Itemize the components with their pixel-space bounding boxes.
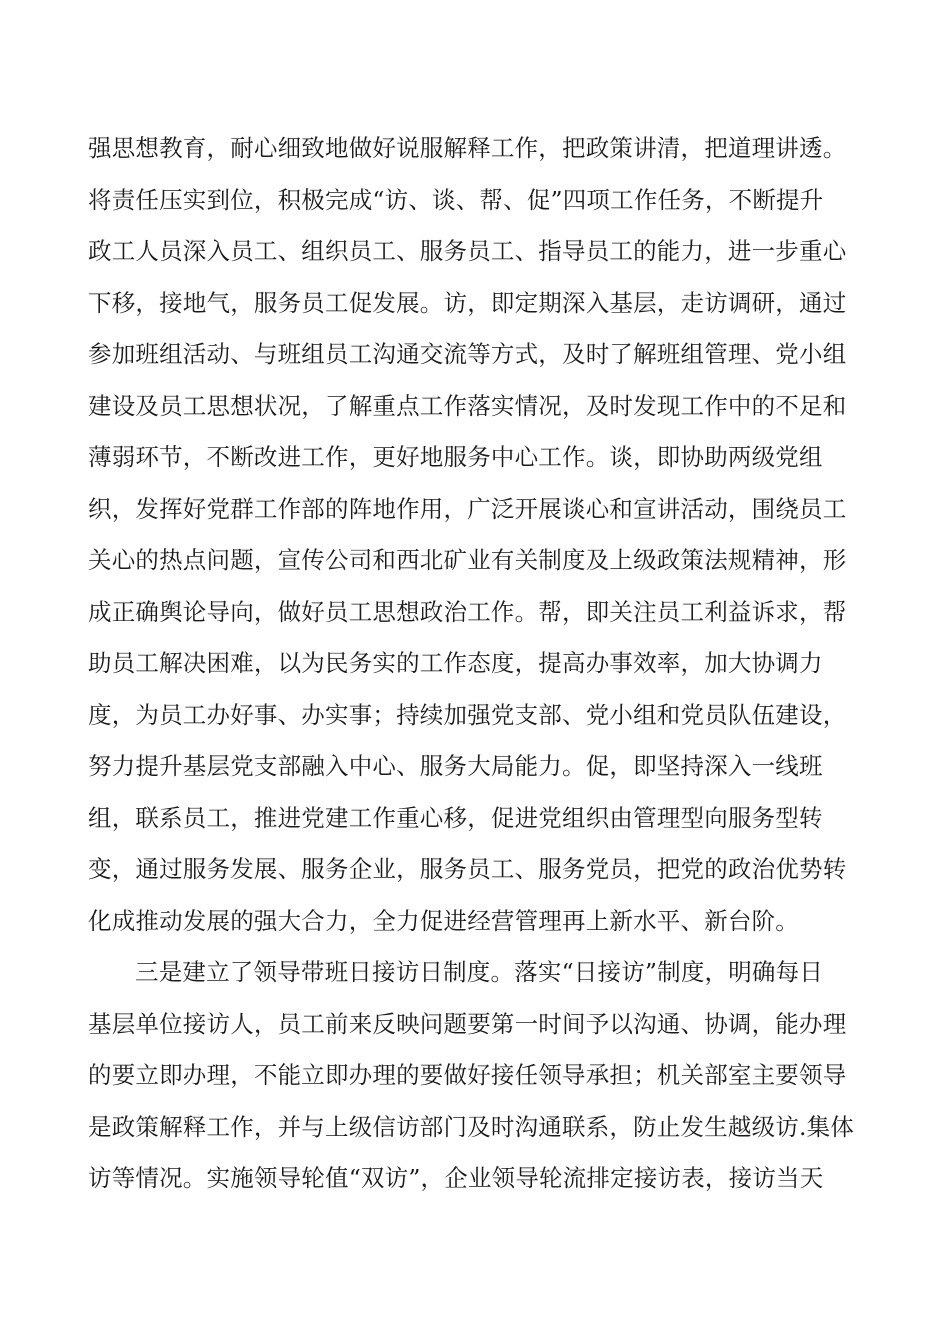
- text-line: 助员工解决困难，以为民务实的工作态度，提高办事效率，加大协调力: [88, 649, 823, 677]
- text-line: 织，发挥好党群工作部的阵地作用，广泛开展谈心和宣讲活动，围绕员工: [88, 495, 847, 523]
- text-line: 建设及员工思想状况，了解重点工作落实情况，及时发现工作中的不足和: [88, 392, 847, 420]
- text-line: 变，通过服务发展、服务企业，服务员工、服务党员，把党的政治优势转: [88, 855, 847, 883]
- text-line: 薄弱环节，不断改进工作，更好地服务中心工作。谈，即协助两级党组: [88, 443, 823, 471]
- text-line: 度，为员工办好事、办实事；持续加强党支部、党小组和党员队伍建设，: [88, 701, 847, 729]
- text-line: 是政策解释工作，并与上级信访部门及时沟通联系，防止发生越级访.集体: [88, 1113, 855, 1141]
- text-line: 下移，接地气，服务员工促发展。访，即定期深入基层，走访调研，通过: [88, 289, 847, 317]
- text-line: 关心的热点问题，宣传公司和西北矿业有关制度及上级政策法规精神，形: [88, 546, 847, 574]
- text-line: 政工人员深入员工、组织员工、服务员工、指导员工的能力，进一步重心: [88, 237, 847, 265]
- text-line: 基层单位接访人，员工前来反映问题要第一时间予以沟通、协调，能办理: [88, 1010, 847, 1038]
- text-line: 访等情况。实施领导轮值“双访”，企业领导轮流排定接访表，接访当天: [88, 1164, 824, 1192]
- text-line: 成正确舆论导向，做好员工思想政治工作。帮，即关注员工利益诉求，帮: [88, 598, 847, 626]
- text-line: 努力提升基层党支部融入中心、服务大局能力。促，即坚持深入一线班: [88, 752, 823, 780]
- text-line: 化成推动发展的强大合力，全力促进经营管理再上新水平、新台阶。: [88, 907, 799, 935]
- text-line: 组，联系员工，推进党建工作重心移，促进党组织由管理型向服务型转: [88, 804, 823, 832]
- text-line: 强思想教育，耐心细致地做好说服解释工作，把政策讲清，把道理讲透。: [88, 134, 847, 162]
- text-line: 的要立即办理，不能立即办理的要做好接任领导承担；机关部室主要领导: [88, 1061, 847, 1089]
- text-line: 参加班组活动、与班组员工沟通交流等方式，及时了解班组管理、党小组: [88, 340, 847, 368]
- paragraph-first-line: 三是建立了领导带班日接访日制度。落实“日接访”制度，明确每日: [135, 958, 824, 986]
- text-line: 将责任压实到位，积极完成“访、谈、帮、促”四项工作任务，不断提升: [88, 186, 824, 214]
